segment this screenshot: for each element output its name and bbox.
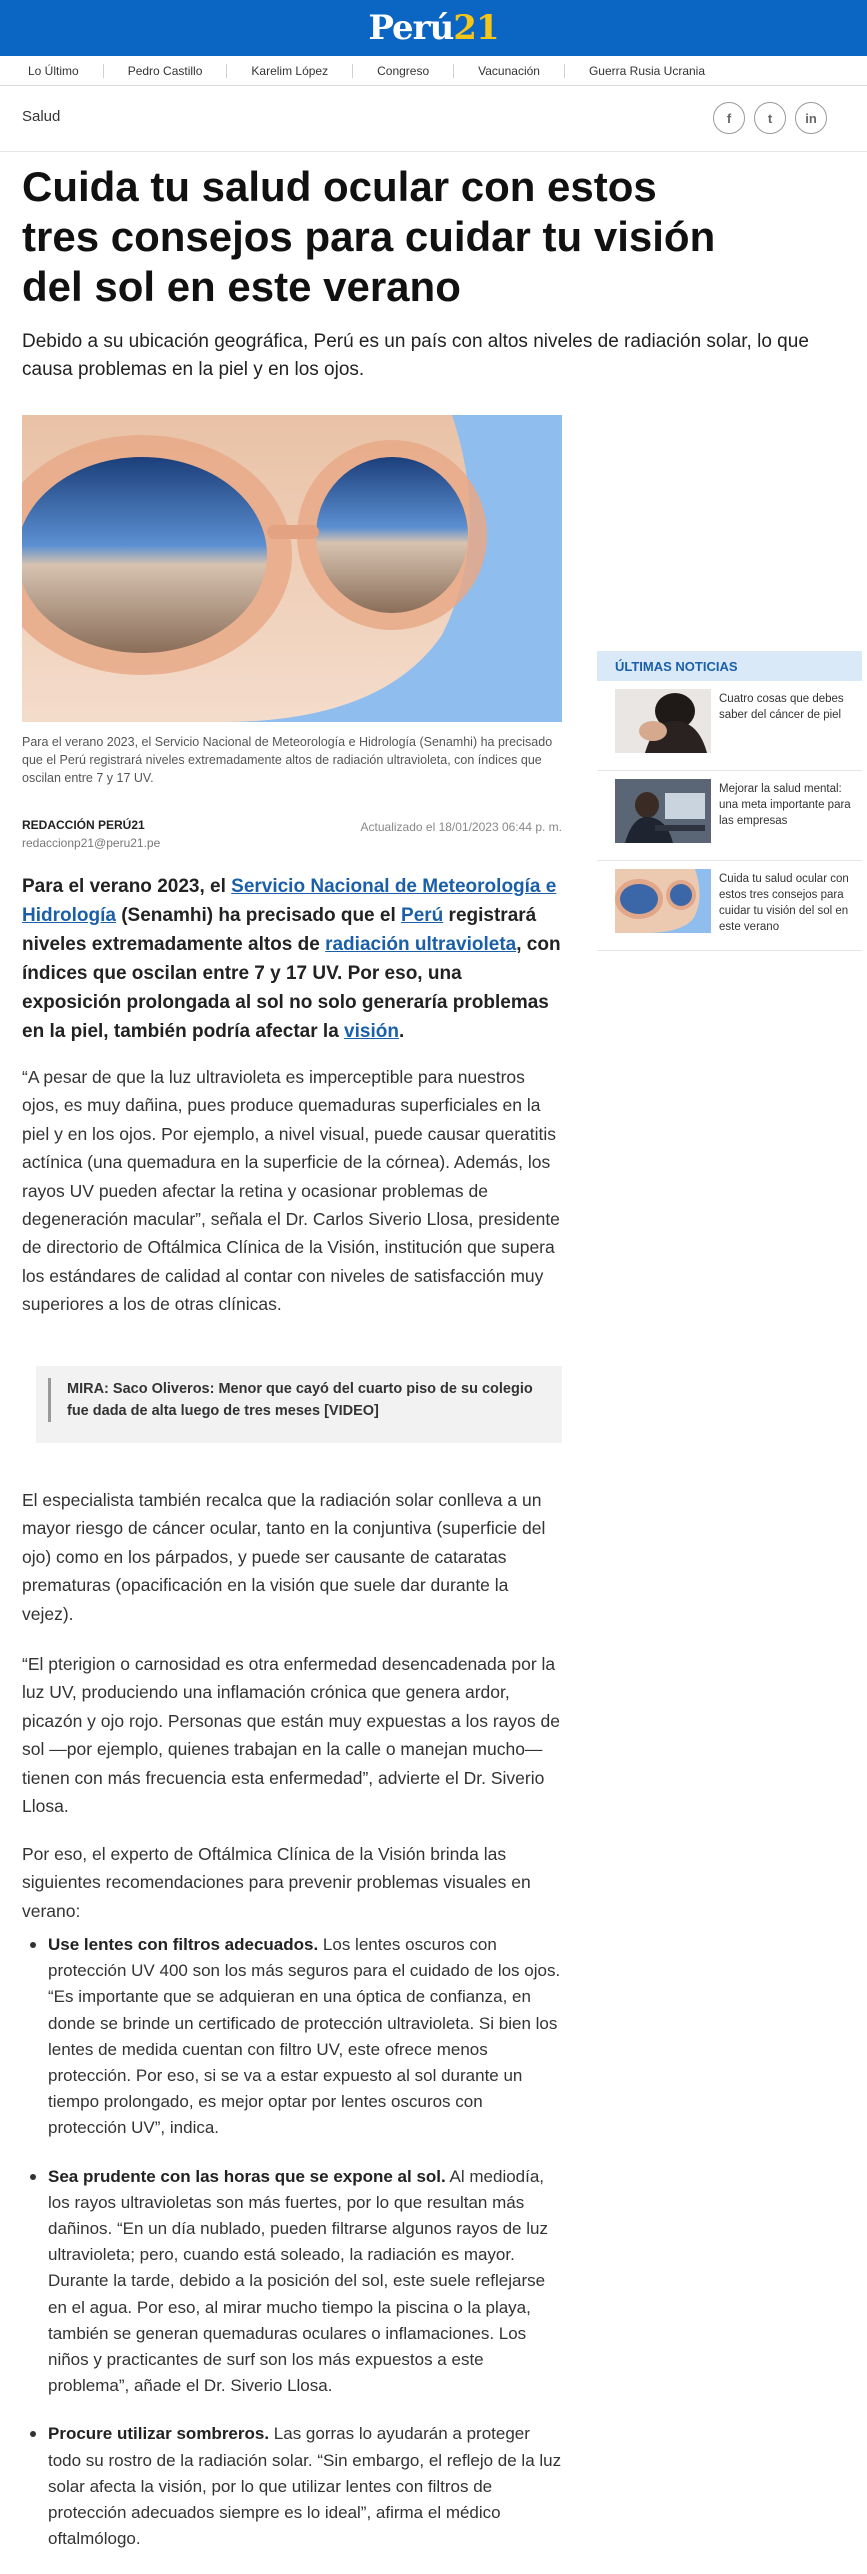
linkedin-share-icon[interactable]: in xyxy=(795,102,827,134)
link-radiacion-ultravioleta[interactable]: radiación ultravioleta xyxy=(325,934,517,955)
updated-timestamp: Actualizado el 18/01/2023 06:44 p. m. xyxy=(360,820,562,834)
sidebar-news-item[interactable] xyxy=(597,771,862,861)
rec-text: Al mediodía, los rayos ultravioletas son más fuertes, por lo que resultan más dañinos. “En un día nublado, pueden filtrarse algunos rayos de luz ultravioleta; pero, cuando está soleado, la radiación es mayor. Durante la tarde, debido a la posición del sol, este suele reflejarse en el agua. Por eso, al mirar mucho tiempo la piscina o la playa, también se generan quemaduras oculares o inflamaciones. Los niños y practicantes de surf son los más expuestos a este problema”, añade el Dr. Siverio Llosa. xyxy=(48,2166,548,2396)
news-thumbnail[interactable] xyxy=(615,779,711,843)
facebook-share-icon[interactable]: f xyxy=(713,102,745,134)
twitter-share-icon[interactable]: t xyxy=(754,102,786,134)
lead-text: Para el verano 2023, el xyxy=(22,876,232,897)
sidebar-news-item[interactable] xyxy=(597,681,862,771)
paragraph-specialist: El especialista también recalca que la radiación solar conlleva a un mayor riesgo de cáncer ocular, tanto en la conjuntiva (superficie del ojo) como en los párpados, y puede ser causante de cataratas prematuras (opacificación en la visión que suele dar durante la vejez). xyxy=(22,1490,546,1624)
lead-text: , con índices que oscilan entre 7 y 17 UV. Por eso, una exposición prolongada al sol no solo generaría problemas en la piel, también podría afectar la xyxy=(22,934,561,1042)
article-summary: Debido a su ubicación geográfica, Perú es un país con altos niveles de radiación solar, lo que causa problemas en la piel y en los ojos. xyxy=(22,331,809,380)
author-name[interactable]: REDACCIÓN PERÚ21 xyxy=(22,818,145,832)
lead-text: . xyxy=(398,1021,405,1042)
site-logo[interactable] xyxy=(368,8,498,48)
rec-text: Los lentes oscuros con protección UV 400 son los más seguros para el cuidado de los ojos. “Es importante que se adquieran en una óptica de confianza, en donde se brinde un certificado de protección ultravioleta. Si bien los lentes de medida cuentan con filtro UV, este ofrece menos protección. Por eso, si se va a estar expuesto al sol durante un tiempo prolongado, es mejor optar por lentes oscuros con protección UV”, indica. xyxy=(48,1935,561,2138)
hero-image xyxy=(22,415,562,722)
link-vision[interactable]: visión xyxy=(344,1021,399,1042)
image-caption: Para el verano 2023, el Servicio Nacional de Meteorología e Hidrología (Senamhi) ha precisado que el Perú registrará niveles extremadamente altos de radiación ultravioleta, con índices que oscilan entre 7 y 17 UV. xyxy=(22,735,553,785)
list-item xyxy=(22,2164,562,2400)
author-email: redaccionp21@peru21.pe xyxy=(22,836,161,850)
news-headline[interactable]: Cuatro cosas que debes saber del cáncer de piel xyxy=(719,693,844,721)
lead-text: registrará niveles extremadamente altos de xyxy=(22,905,537,955)
lead-text: (Senamhi) ha precisado que el xyxy=(115,905,402,926)
logo-number: 21 xyxy=(453,8,499,48)
nav-item-congreso[interactable]: Congreso xyxy=(353,64,454,78)
lead-paragraph xyxy=(22,872,562,1046)
news-thumbnail[interactable] xyxy=(615,869,711,933)
latest-news-sidebar xyxy=(597,651,862,951)
link-peru[interactable]: Perú xyxy=(401,905,444,926)
site-header xyxy=(0,0,867,56)
nav-item-vacunacion[interactable]: Vacunación xyxy=(454,64,565,78)
recommendations-list xyxy=(22,1932,562,2574)
link-senamhi[interactable]: Servicio Nacional de Meteorología e Hidrología xyxy=(22,876,557,926)
nav-item-lo-ultimo[interactable]: Lo Último xyxy=(4,64,104,78)
article-title: Cuida tu salud ocular con estos tres consejos para cuidar tu visión del sol en este verano xyxy=(22,163,716,310)
section-bar xyxy=(0,86,867,152)
sidebar-news-item[interactable] xyxy=(597,861,862,951)
related-article-link[interactable]: MIRA: Saco Oliveros: Menor que cayó del cuarto piso de su colegio fue dada de alta luego de tres meses [VIDEO] xyxy=(48,1378,548,1422)
nav-item-karelim-lopez[interactable]: Karelim López xyxy=(227,64,353,78)
list-item xyxy=(22,1932,562,2142)
rec-text: Las gorras lo ayudarán a proteger todo su rostro de la radiación solar. “Sin embargo, el reflejo de la luz solar afecta la visión, por lo que utilizar lentes con filtros de protección adecuados siempre es lo ideal”, afirma el médico oftalmólogo. xyxy=(48,2424,562,2549)
news-headline[interactable]: Cuida tu salud ocular con estos tres consejos para cuidar tu visión del sol en este verano xyxy=(719,873,849,933)
rec-title: Procure utilizar sombreros. xyxy=(48,2424,270,2444)
related-article-box xyxy=(36,1366,562,1443)
byline xyxy=(22,818,562,858)
section-label[interactable]: Salud xyxy=(22,108,61,125)
news-thumbnail[interactable] xyxy=(615,689,711,753)
paragraph-pterigion: “El pterigion o carnosidad es otra enfermedad desencadenada por la luz UV, produciendo una inflamación crónica que genera ardor, picazón y ojo rojo. Personas que están muy expuestas a los rayos de sol —por ejemplo, quienes trabajan en la calle o manejan mucho— tienen con más frecuencia esta enfermedad”, advierte el Dr. Siverio Llosa. xyxy=(22,1654,560,1817)
main-nav xyxy=(0,56,867,86)
list-item xyxy=(22,2421,562,2552)
logo-text: Perú xyxy=(368,8,454,48)
paragraph-quote-1: “A pesar de que la luz ultravioleta es imperceptible para nuestros ojos, es muy dañina, pues produce quemaduras superficiales en la piel y en los ojos. Por ejemplo, a nivel visual, puede causar queratitis actínica (una quemadura en la superficie de la córnea). Además, los rayos UV pueden afectar la retina y ocasionar problemas de degeneración macular”, señala el Dr. Carlos Siverio Llosa, presidente de directorio de Oftálmica Clínica de la Visión, institución que supera los estándares de calidad al contar con niveles de satisfacción muy superiores a los de otras clínicas. xyxy=(22,1067,560,1315)
paragraph-recommendations-intro: Por eso, el experto de Oftálmica Clínica de la Visión brinda las siguientes recomendaciones para prevenir problemas visuales en verano: xyxy=(22,1844,531,1921)
sunglasses-photo xyxy=(22,415,562,722)
nav-item-guerra-rusia-ucrania[interactable]: Guerra Rusia Ucrania xyxy=(588,63,706,78)
rec-title: Sea prudente con las horas que se expone al sol. xyxy=(48,2166,446,2186)
sidebar-title: ÚLTIMAS NOTICIAS xyxy=(597,651,862,681)
nav-item-pedro-castillo[interactable]: Pedro Castillo xyxy=(104,64,228,78)
news-headline[interactable]: Mejorar la salud mental: una meta importante para las empresas xyxy=(719,783,851,827)
rec-title: Use lentes con filtros adecuados. xyxy=(48,1935,319,1954)
